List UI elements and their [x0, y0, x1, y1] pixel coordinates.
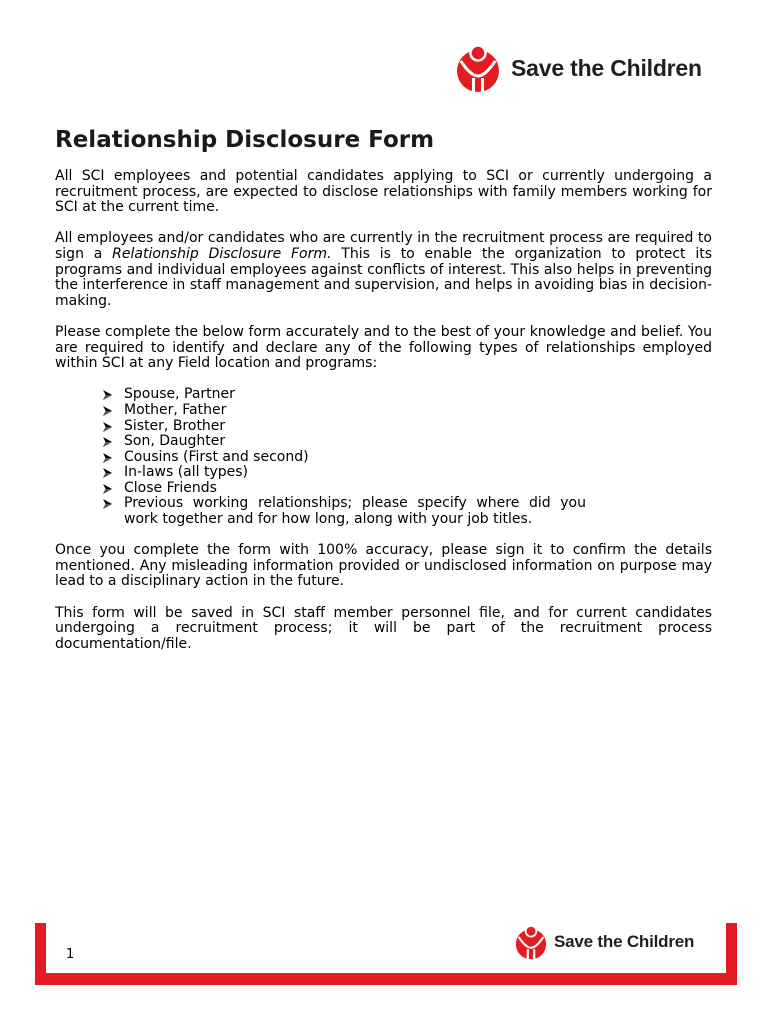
list-item-text: Sister, Brother — [124, 417, 226, 434]
arrow-bullet-icon — [103, 422, 112, 432]
paragraph-requirement — [55, 231, 712, 309]
paragraph-requirement-text-end: This is to enable the organization to protect its programs and individual employees against conflicts of interest. This also helps in preventing the interference in staff management and supervision, and helps in avoiding bias in decision-making. — [55, 245, 712, 309]
relationship-types-list — [55, 387, 586, 527]
list-item-text: Previous working relationships; please specify where did you work together and for how long, along with your job titles. — [124, 495, 586, 528]
arrow-bullet-icon — [103, 499, 112, 509]
list-item — [124, 450, 586, 466]
document-body — [55, 169, 712, 668]
paragraph-requirement-text-start: All employees and/or candidates who are currently in the recruitment process are required to sign a — [55, 230, 712, 262]
save-the-children-logo-icon — [513, 924, 549, 960]
list-item-text: Spouse, Partner — [124, 386, 235, 403]
document-title: Relationship Disclosure Form — [55, 127, 435, 153]
paragraph-accuracy: Once you complete the form with 100% accuracy, please sign it to confirm the details mentioned. Any misleading information provided or undisclosed information on purpose may lead to a disciplinary action in the future. — [55, 542, 712, 590]
header-logo — [453, 43, 702, 93]
page-number: 1 — [66, 947, 75, 962]
arrow-bullet-icon — [103, 406, 112, 416]
footer-logo-text: Save the Children — [554, 932, 695, 951]
list-item-text: Mother, Father — [124, 401, 227, 418]
list-item — [124, 403, 586, 419]
list-item — [124, 496, 586, 527]
arrow-bullet-icon — [103, 468, 112, 478]
paragraph-intro: All SCI employees and potential candidates applying to SCI or currently undergoing a recruitment process, are expected to disclose relationships with family members working for SCI at the current time. — [55, 168, 712, 216]
header-logo-text: Save the Children — [511, 55, 702, 81]
list-item — [124, 419, 586, 435]
list-item — [124, 434, 586, 450]
list-item — [124, 481, 586, 497]
list-item-text: Close Friends — [124, 479, 217, 496]
footer-logo — [513, 924, 694, 960]
list-item-text: Son, Daughter — [124, 433, 226, 450]
paragraph-instructions: Please complete the below form accurately and to the best of your knowledge and belief. You are required to identify and declare any of the following types of relationships employed within SCI at any Field location and programs: — [55, 323, 712, 372]
save-the-children-logo-icon — [453, 43, 503, 93]
paragraph-storage: This form will be saved in SCI staff member personnel file, and for current candidates undergoing a recruitment process; it will be part of the recruitment process documentation/file. — [55, 604, 712, 652]
form-name-italic: Relationship Disclosure Form. — [112, 245, 332, 262]
list-item — [124, 465, 586, 481]
list-item-text: Cousins (First and second) — [124, 448, 309, 465]
arrow-bullet-icon — [103, 390, 112, 400]
arrow-bullet-icon — [103, 437, 112, 447]
arrow-bullet-icon — [103, 484, 112, 494]
list-item-text: In-laws (all types) — [124, 464, 249, 481]
arrow-bullet-icon — [103, 453, 112, 463]
list-item — [124, 387, 586, 403]
